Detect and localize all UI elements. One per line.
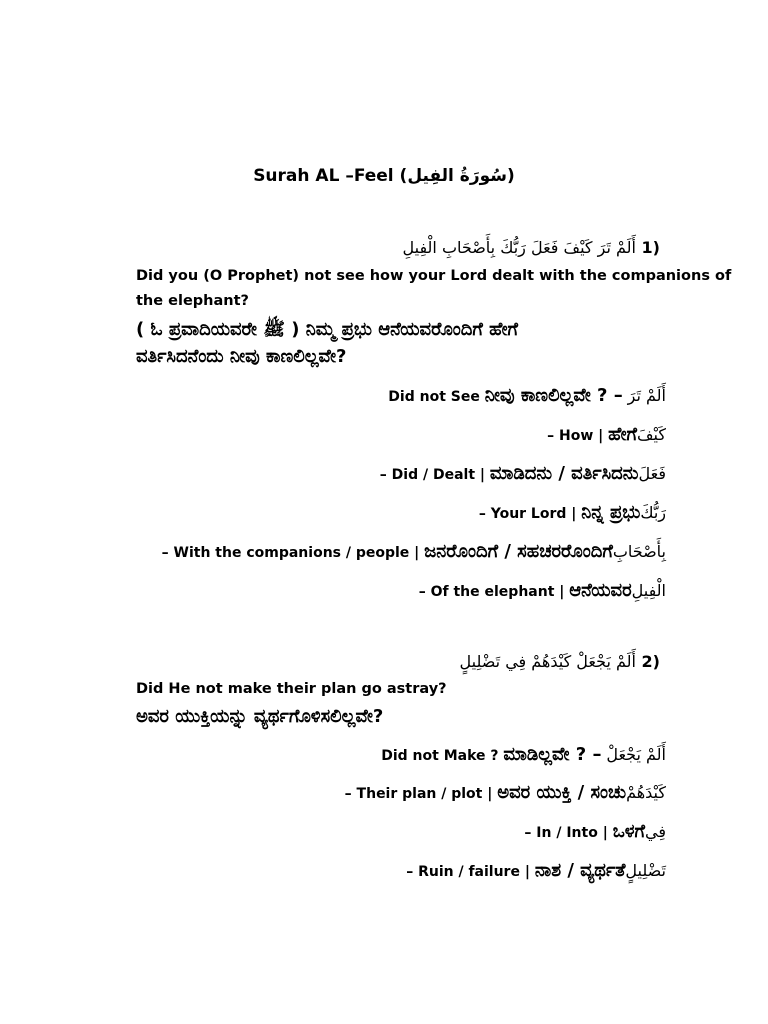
word-arabic: الْفِيلِ [631, 581, 666, 600]
word-arabic: أَلَمْ تَرَ [627, 386, 666, 405]
word-kannada: ಜನರೊಂದಿಗೆ / ಸಹಚರರೊಂದಿಗೆ [424, 541, 613, 562]
word-english: Did not Make ? [381, 748, 499, 764]
word-row [0, 860, 666, 881]
word-english: – Their plan / plot | [344, 786, 493, 802]
word-english: – Ruin / failure | [406, 864, 530, 880]
verse-1-number: 1) [641, 238, 660, 257]
word-english: – With the companions / people | [161, 545, 420, 561]
word-arabic: أَلَمْ يَجْعَلْ [606, 745, 666, 764]
word-arabic: كَيْفَ [636, 425, 666, 444]
word-kannada: ಮಾಡಿಲ್ಲವೇ ? – [503, 744, 602, 765]
verse-1-arabic: أَلَمْ تَرَ كَيْفَ فَعَلَ رَبُّكَ بِأَصْحَابِ الْفِيلِ [402, 238, 636, 257]
word-english: Did not See [388, 389, 480, 405]
verse-2-english-line-1: Did He not make their plan go astray? [136, 681, 447, 697]
word-kannada: ನೀವು ಕಾಣಲಿಲ್ಲವೇ ? – [484, 385, 623, 406]
verse-1-kannada-line-1: ( ಓ ಪ್ರವಾದಿಯವರೇ ﷺ ) ನಿಮ್ಮ ಪ್ರಭು ಆನೆಯವರೊಂದಿಗೆ ಹೇಗೆ [136, 319, 518, 340]
word-row [0, 463, 666, 484]
verse-2-kannada-line-1: ಅವರ ಯುಕ್ತಿಯನ್ನು ವ್ಯರ್ಥಗೊಳಿಸಲಿಲ್ಲವೇ? [136, 706, 384, 727]
word-arabic: بِأَصْحَابِ [612, 542, 666, 561]
word-row [0, 580, 666, 601]
word-kannada: ಆನೆಯವರ [569, 580, 632, 601]
word-arabic: كَيْدَهُمْ [626, 783, 666, 802]
word-kannada: ಒಳಗೆ [612, 821, 646, 842]
verse-2-arabic: أَلَمْ يَجْعَلْ كَيْدَهُمْ فِي تَضْلِيلٍ [459, 652, 636, 671]
word-english: – In / Into | [524, 825, 608, 841]
word-row [0, 782, 666, 803]
verse-1-kannada-line-2: ವರ್ತಿಸಿದನೆಂದು ನೀವು ಕಾಣಲಿಲ್ಲವೇ? [136, 346, 347, 367]
word-english: – How | [547, 428, 604, 444]
word-row [0, 385, 666, 406]
verse-2-number: 2) [641, 652, 660, 671]
word-row [0, 821, 666, 842]
word-kannada: ನಿನ್ನ ಪ್ರಭು [581, 502, 641, 523]
word-row [0, 502, 666, 523]
word-row [0, 424, 666, 445]
verse-2-heading [0, 652, 660, 671]
word-kannada: ಅವರ ಯುಕ್ತಿ / ಸಂಚು [497, 782, 627, 803]
word-english: – Of the elephant | [418, 584, 565, 600]
word-kannada: ಮಾಡಿದನು / ವರ್ತಿಸಿದನು [489, 463, 639, 484]
word-arabic: تَضْلِيلٍ [625, 861, 666, 880]
word-row [0, 744, 666, 765]
page-title: Surah AL –Feel (سُورَةُ الفِيل) [253, 166, 515, 186]
verse-1-heading [0, 238, 660, 257]
word-arabic: رَبُّكَ [640, 503, 666, 522]
word-english: – Did / Dealt | [379, 467, 486, 483]
verse-1-english-line-2: the elephant? [136, 293, 249, 309]
word-kannada: ಹೇಗೆ [608, 424, 637, 445]
word-arabic: فَعَلَ [638, 464, 666, 483]
word-kannada: ನಾಶ / ವ್ಯರ್ಥತೆ [534, 860, 626, 881]
word-arabic: فِي [645, 822, 666, 841]
word-english: – Your Lord | [478, 506, 577, 522]
word-row [0, 541, 666, 562]
verse-1-english-line-1: Did you (O Prophet) not see how your Lord dealt with the companions of [136, 268, 732, 284]
